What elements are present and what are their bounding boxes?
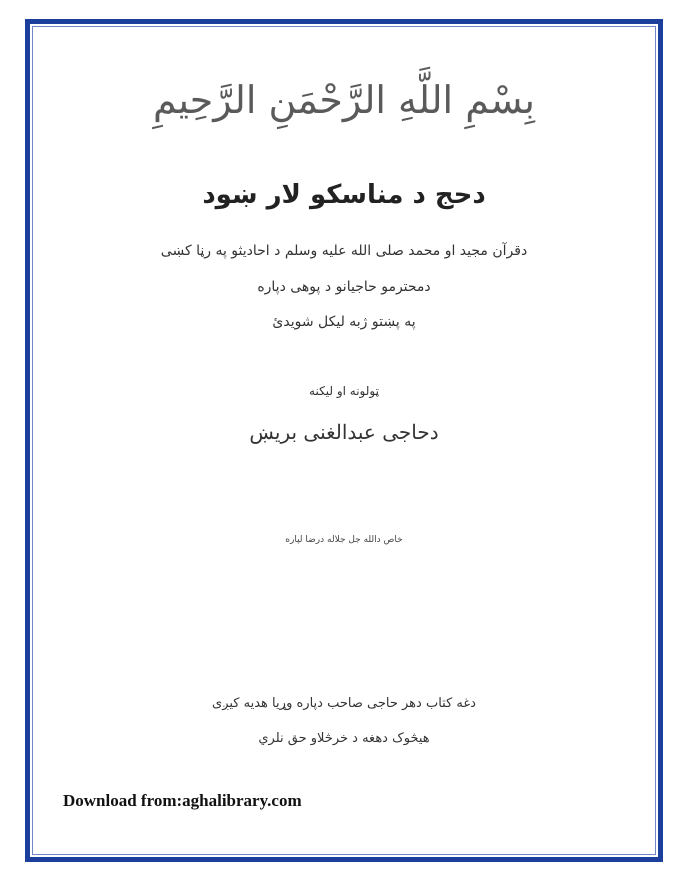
subtitle-line-1: دقرآن مجید او محمد صلی الله علیه وسلم د احادیثو په رڼا کښی [160, 243, 528, 259]
basmala-heading: بِسْمِ اللَّهِ الرَّحْمَنِ الرَّحِيمِ [153, 78, 535, 122]
book-title: دحج د مناسکو لار ښود [202, 180, 486, 210]
compiler-label: ټولونه او لیکنه [309, 384, 379, 398]
gift-notice-line-1: دغه کتاب دهر حاجی صاحب دپاره وړیا هدیه کیږی [212, 696, 476, 711]
gift-notice-line-2: هیڅوک دهغه د خرڅلاو حق نلري [258, 731, 430, 746]
dedication-text: خاص دالله جل جلاله درضا لپاره [285, 535, 403, 545]
author-name: دحاجی عبدالغنی بریښ [249, 420, 439, 444]
download-source-text: Download from:aghalibrary.com [63, 791, 302, 810]
subtitle-line-2: دمحترمو حاجیانو د پوهی دپاره [257, 279, 431, 295]
subtitle-line-3: په پښتو ژبه لیکل شویدئ [272, 314, 416, 330]
